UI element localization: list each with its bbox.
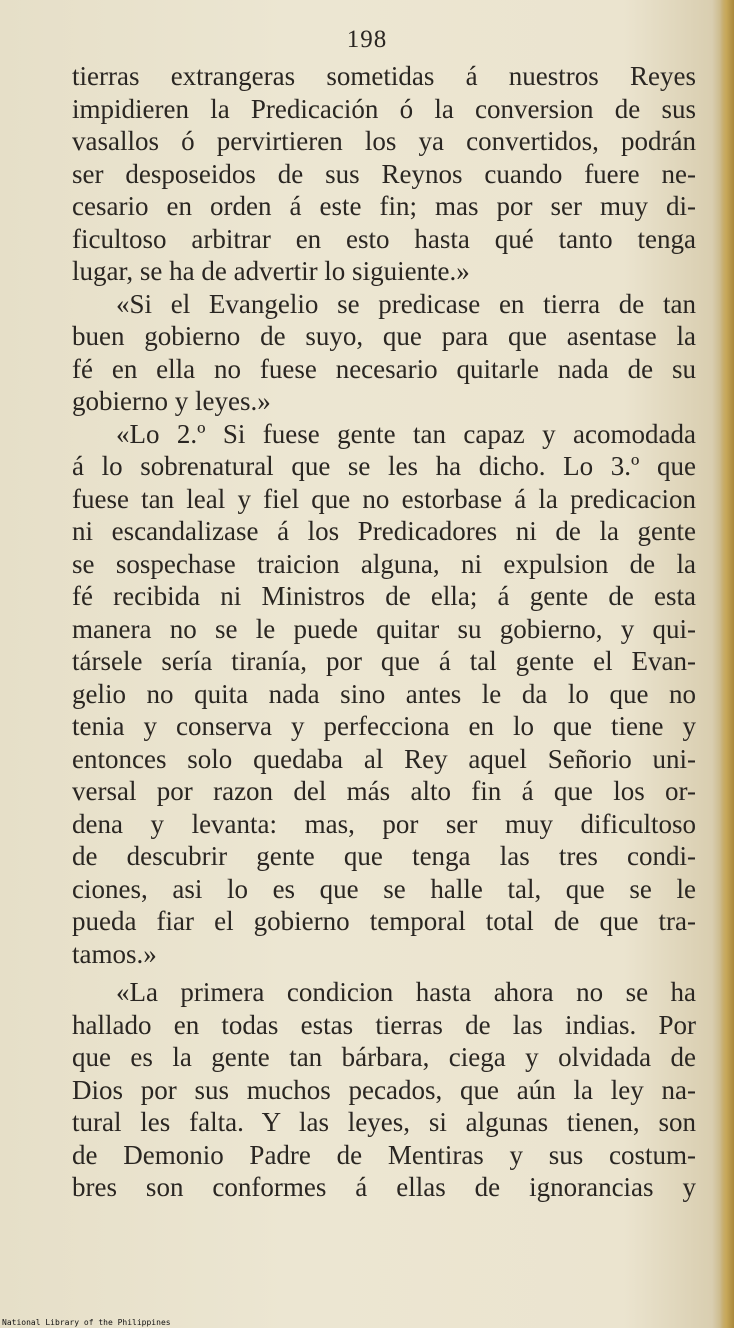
text-line: lugar, se ha de advertir lo siguiente.» [72,256,470,286]
paragraph [72,418,696,971]
text-line: tamos.» [72,938,157,969]
text-line: társele sería tiranía, por que á tal gente el Evan- [72,646,696,676]
text-line: pueda fiar el gobierno temporal total de que tra- [72,906,696,936]
text-line: se sospechase traicion alguna, ni expulsion de la [72,548,696,579]
text-line: manera no se le puede quitar su gobierno, y qui- [72,613,696,644]
text-line: Dios por sus muchos pecados, que aún la ley na- [72,1074,696,1105]
text-line: ciones, asi lo es que se halle tal, que se le [72,873,696,904]
text-line: «La primera condicion hasta ahora no se ha [116,977,696,1007]
text-line: impidieren la Predicación ó la conversion de sus [72,93,696,124]
text-line: dena y levanta: mas, por ser muy dificultoso [72,808,696,839]
paragraph [72,288,696,418]
text-line: «Lo 2.º Si fuese gente tan capaz y acomodada [116,418,696,449]
text-line: buen gobierno de suyo, que para que asentase la [72,321,696,351]
text-line: fuese tan leal y fiel que no estorbase á la predicacion [72,483,696,514]
text-line: ser desposeidos de sus Reynos cuando fuere ne- [72,158,696,189]
page-edge [720,0,734,1328]
page-number: 198 [346,26,388,53]
paragraph [72,976,696,1204]
text-line: «Si el Evangelio se predicase en tierra de tan [116,288,696,319]
text-line: vasallos ó pervirtieren los ya convertidos, podrán [72,126,696,156]
text-line: gelio no quita nada sino antes le da lo que no [72,678,696,709]
text-line: cesario en orden á este fin; mas por ser muy di- [72,191,696,221]
text-line: hallado en todas estas tierras de las indias. Por [72,1009,696,1040]
text-line: á lo sobrenatural que se les ha dicho. Lo 3.º que [72,451,696,481]
text-line: bres son conformes á ellas de ignorancias y [72,1172,696,1202]
text-line: ni escandalizase á los Predicadores ni de la gente [72,516,696,546]
text-line: gobierno y leyes.» [72,386,271,416]
paragraph [72,60,696,288]
text-line: fé en ella no fuese necesario quitarle nada de su [72,353,696,384]
text-line: versal por razon del más alto fin á que los or- [72,776,696,806]
text-line: fé recibida ni Ministros de ella; á gente de esta [72,581,696,611]
text-line: de descubrir gente que tenga las tres condi- [72,841,696,871]
text-line: tenia y conserva y perfecciona en lo que tiene y [72,711,696,741]
text-line: ficultoso arbitrar en esto hasta qué tanto tenga [72,223,696,254]
text-line: de Demonio Padre de Mentiras y sus costum- [72,1139,696,1170]
body-text [72,60,696,1204]
text-line: tural les falta. Y las leyes, si algunas tienen, son [72,1107,696,1137]
text-line: que es la gente tan bárbara, ciega y olvidada de [72,1042,696,1072]
library-watermark: National Library of the Philippines [2,1318,171,1327]
text-line: entonces solo quedaba al Rey aquel Señorio uni- [72,743,696,774]
text-line: tierras extrangeras sometidas á nuestros Reyes [72,61,696,91]
